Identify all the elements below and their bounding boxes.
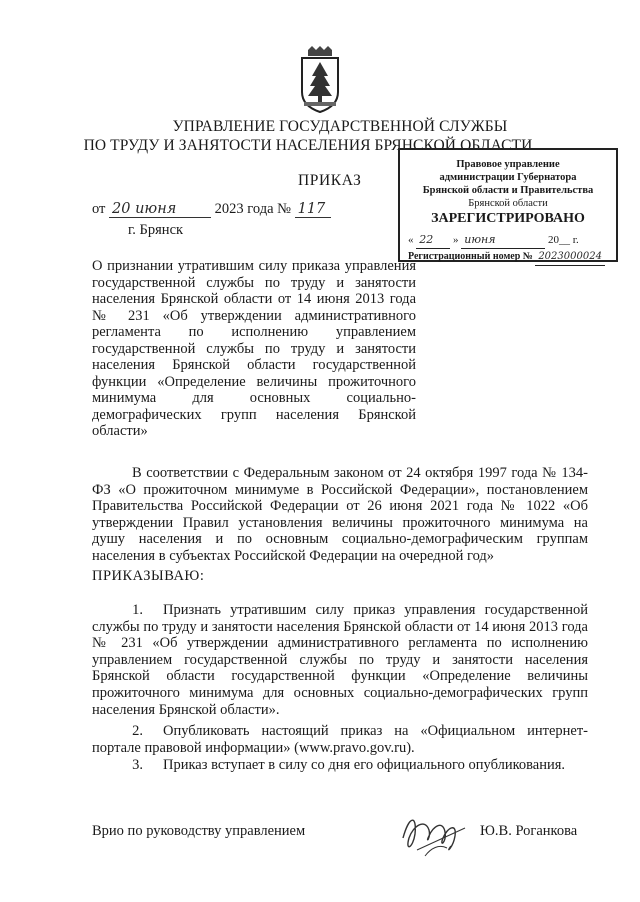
stamp-date-open-quote: «	[408, 234, 414, 246]
organization-name-line1: УПРАВЛЕНИЕ ГОСУДАРСТВЕННОЙ СЛУЖБЫ	[172, 118, 508, 135]
stamp-date-month: июня	[461, 232, 545, 249]
handwritten-signature-icon	[395, 808, 473, 858]
document-subject: О признании утратившим силу приказа управления государственной службы по труду и занятости населения Брянской области от 14 июня 2013 года № 231 «Об утверждении административного регламента по исполнению управлением государственной службы по труду и занятости населения Брянской области государственной функции «Определение величины прожиточного минимума для основных социально-демографических групп населения Брянской области»	[92, 258, 416, 439]
order-item-text: Опубликовать настоящий приказ на «Официальном интернет-портале правовой информации» (www.pravo.gov.ru).	[92, 723, 588, 756]
stamp-line1: Правовое управление	[456, 159, 560, 170]
document-title: ПРИКАЗ	[298, 172, 362, 189]
order-item-number: 1.	[132, 602, 143, 618]
order-item	[92, 602, 588, 718]
order-number-handwritten: 117	[295, 201, 331, 218]
order-item-text: Признать утратившим силу приказ управления государственной службы по труду и занятости населения Брянской области от 14 июня 2013 года № 231 «Об утверждении административного регламента по исполнению управлением государственной службы по труду и занятости населения Брянской области государственной функции «Определение величины прожиточного минимума для основных социально-демографических групп населения Брянской области».	[92, 602, 588, 718]
preamble-paragraph: В соответствии с Федеральным законом от 24 октября 1997 года № 134-ФЗ «О прожиточном минимуме в Российской Федерации», постановлением Правительства Российской Федерации от 26 июня 2021 года № 1022 «Об утверждении Правил установления величины прожиточного минимума на душу населения и по основным социально-демографическим группам населения в субъектах Российской Федерации на очередной год»	[92, 465, 588, 564]
stamp-date-close-quote: »	[453, 234, 459, 246]
stamp-registered: ЗАРЕГИСТРИРОВАНО	[431, 211, 585, 226]
stamp-line4: Брянской области	[468, 198, 548, 209]
organization-name-line2: ПО ТРУДУ И ЗАНЯТОСТИ НАСЕЛЕНИЯ БРЯНСКОЙ ОБЛАСТИ	[83, 137, 533, 154]
stamp-date-year: 20__ г.	[548, 234, 579, 246]
order-item-number: 3.	[132, 757, 143, 773]
order-year: 2023 года №	[214, 201, 291, 217]
registration-stamp	[398, 148, 618, 262]
order-item-text: Приказ вступает в силу со дня его официального опубликования.	[163, 757, 566, 773]
order-date-handwritten: 20 июня	[109, 201, 211, 218]
city: г. Брянск	[128, 222, 184, 238]
stamp-date-day: 22	[416, 232, 450, 249]
order-word: ПРИКАЗЫВАЮ:	[92, 568, 205, 584]
stamp-reg-label: Регистрационный номер №	[408, 251, 533, 262]
signatory-position: Врио по руководству управлением	[92, 823, 306, 839]
order-item	[92, 723, 588, 756]
coat-of-arms-icon	[298, 46, 342, 114]
order-prefix: от	[92, 201, 106, 217]
stamp-date	[408, 232, 579, 249]
order-item	[92, 757, 588, 774]
stamp-line3: Брянской области и Правительства	[422, 185, 594, 196]
signatory-name: Ю.В. Роганкова	[480, 823, 578, 839]
stamp-line2: администрации Губернатора	[439, 172, 577, 183]
order-date-number-line	[92, 201, 331, 218]
stamp-reg-number-handwritten: 2023000024	[535, 249, 605, 266]
order-item-number: 2.	[132, 723, 143, 739]
stamp-reg-number	[408, 249, 605, 266]
